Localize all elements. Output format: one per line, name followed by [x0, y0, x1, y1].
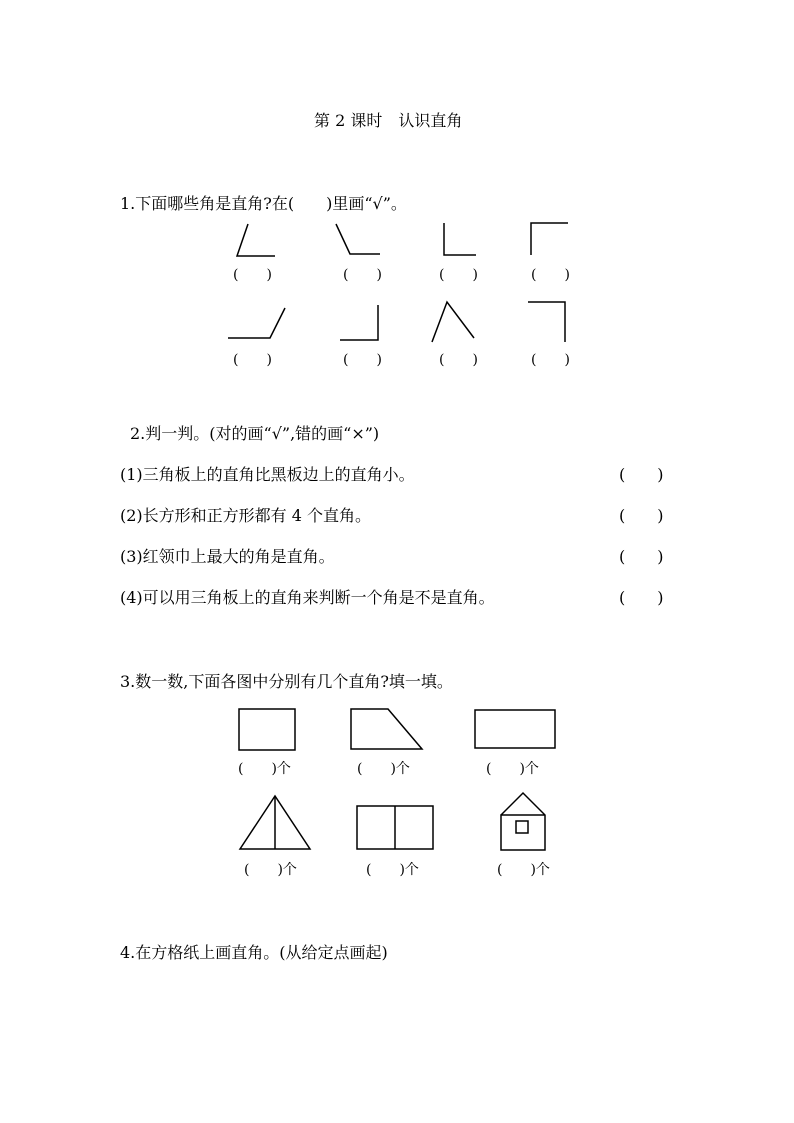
q1-blank-1[interactable]: ( ) [233, 267, 272, 283]
q1-angle-1 [237, 224, 275, 256]
q1-blank-3[interactable]: ( ) [439, 267, 478, 283]
q1-angle-3 [444, 223, 476, 255]
q3-count-4[interactable]: ( )个 [244, 862, 297, 878]
q3-count-5[interactable]: ( )个 [366, 862, 419, 878]
q1-blank-7[interactable]: ( ) [439, 352, 478, 368]
page-title: 第 2 课时 认识直角 [314, 111, 463, 130]
q2-blank-2[interactable]: ( ) [619, 506, 664, 525]
q1-blank-8[interactable]: ( ) [531, 352, 570, 368]
q1-blank-4[interactable]: ( ) [531, 267, 570, 283]
q2-item-4: (4)可以用三角板上的直角来判断一个角是不是直角。 [120, 588, 495, 607]
q1-angle-4 [531, 223, 568, 255]
q2-prompt: 2.判一判。(对的画“√”,错的画“×”) [130, 424, 380, 443]
q3-prompt: 3.数一数,下面各图中分别有几个直角?填一填。 [120, 672, 453, 691]
q3-count-6[interactable]: ( )个 [497, 862, 550, 878]
q1-angle-6 [340, 305, 378, 340]
q2-blank-3[interactable]: ( ) [619, 547, 664, 566]
q3-count-1[interactable]: ( )个 [238, 761, 291, 777]
q2-blank-4[interactable]: ( ) [619, 588, 664, 607]
q3-count-3[interactable]: ( )个 [486, 761, 539, 777]
q3-house-window [516, 821, 528, 833]
q1-blank-6[interactable]: ( ) [343, 352, 382, 368]
q4-prompt: 4.在方格纸上画直角。(从给定点画起) [120, 943, 388, 962]
q1-prompt: 1.下面哪些角是直角?在( )里画“√”。 [120, 194, 407, 213]
q1-angle-2 [336, 224, 380, 254]
q3-long-rectangle [475, 710, 555, 748]
q3-count-2[interactable]: ( )个 [357, 761, 410, 777]
q2-item-3: (3)红领巾上最大的角是直角。 [120, 547, 335, 566]
q1-angle-5 [228, 308, 285, 338]
q1-angle-8 [528, 302, 565, 342]
q1-blank-5[interactable]: ( ) [233, 352, 272, 368]
q2-item-2: (2)长方形和正方形都有 4 个直角。 [120, 506, 372, 525]
q3-rectangle [239, 709, 295, 750]
q2-blank-1[interactable]: ( ) [619, 465, 664, 484]
q2-item-1: (1)三角板上的直角比黑板边上的直角小。 [120, 465, 415, 484]
q1-angle-7 [432, 302, 474, 342]
q3-trapezoid [351, 709, 422, 749]
q1-blank-2[interactable]: ( ) [343, 267, 382, 283]
